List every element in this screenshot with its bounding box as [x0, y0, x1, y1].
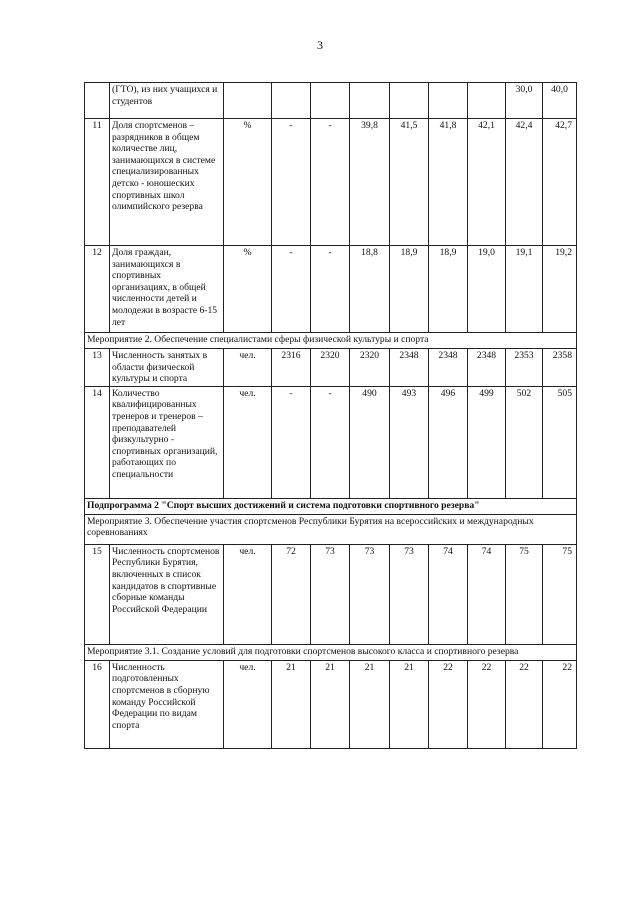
table-row: [85, 660, 577, 748]
table-row: [85, 246, 577, 333]
row-number: [85, 83, 110, 119]
row-number: 14: [85, 386, 110, 498]
indicator-name: Численность спортсменов Республики Бурятия, включенных в список кандидатов в спортивные сборные команды Российской Федерации: [110, 544, 224, 644]
indicator-name: Доля спортсменов – разрядников в общем количестве лиц, занимающихся в системе специализированных детско - юношеских спортивных школ олимпийского резерва: [110, 119, 224, 246]
value-cell: -: [311, 246, 350, 333]
value-cell: 502: [506, 386, 543, 498]
unit-cell: %: [224, 119, 272, 246]
value-cell: 21: [272, 660, 311, 748]
value-cell: 2348: [390, 349, 429, 387]
value-cell: 41,5: [390, 119, 429, 246]
unit-cell: чел.: [224, 544, 272, 644]
indicator-name: Численность подготовленных спортсменов в сборную команду Российской Федерации по видам спорта: [110, 660, 224, 748]
section-row: [85, 498, 577, 514]
value-cell: [468, 83, 506, 119]
value-cell: 75: [543, 544, 577, 644]
value-cell: 19,2: [543, 246, 577, 333]
row-number: 13: [85, 349, 110, 387]
value-cell: 2348: [429, 349, 468, 387]
value-cell: [311, 83, 350, 119]
table-row: [85, 386, 577, 498]
value-cell: 39,8: [350, 119, 390, 246]
value-cell: -: [311, 119, 350, 246]
row-number: 12: [85, 246, 110, 333]
value-cell: 40,0: [543, 83, 577, 119]
value-cell: 74: [468, 544, 506, 644]
value-cell: 18,9: [390, 246, 429, 333]
value-cell: [350, 83, 390, 119]
section-title: Мероприятие 3. Обеспечение участия спортсменов Республики Бурятия на всероссийских и международных соревнованиях: [85, 514, 577, 544]
value-cell: 496: [429, 386, 468, 498]
value-cell: 42,4: [506, 119, 543, 246]
value-cell: 2348: [468, 349, 506, 387]
unit-cell: чел.: [224, 386, 272, 498]
row-number: 11: [85, 119, 110, 246]
unit-cell: чел.: [224, 349, 272, 387]
value-cell: 18,9: [429, 246, 468, 333]
indicator-name: (ГТО), из них учащихся и студентов: [110, 83, 224, 119]
value-cell: 22: [468, 660, 506, 748]
table-row: [85, 544, 577, 644]
value-cell: [429, 83, 468, 119]
value-cell: 2316: [272, 349, 311, 387]
value-cell: 42,1: [468, 119, 506, 246]
value-cell: 21: [311, 660, 350, 748]
value-cell: 73: [311, 544, 350, 644]
value-cell: 75: [506, 544, 543, 644]
value-cell: 2320: [350, 349, 390, 387]
value-cell: 2353: [506, 349, 543, 387]
unit-cell: чел.: [224, 660, 272, 748]
value-cell: 493: [390, 386, 429, 498]
row-number: 15: [85, 544, 110, 644]
indicator-name: Количество квалифицированных тренеров и тренеров – преподавателей физкультурно - спортивных организаций, работающих по специальности: [110, 386, 224, 498]
value-cell: [272, 83, 311, 119]
value-cell: 499: [468, 386, 506, 498]
value-cell: 21: [350, 660, 390, 748]
value-cell: 19,0: [468, 246, 506, 333]
value-cell: 505: [543, 386, 577, 498]
section-row: [85, 333, 577, 349]
value-cell: 72: [272, 544, 311, 644]
value-cell: -: [272, 386, 311, 498]
value-cell: 30,0: [506, 83, 543, 119]
section-title: Мероприятие 2. Обеспечение специалистами сферы физической культуры и спорта: [85, 333, 577, 349]
value-cell: [390, 83, 429, 119]
value-cell: 22: [543, 660, 577, 748]
value-cell: -: [311, 386, 350, 498]
section-row: [85, 514, 577, 544]
value-cell: -: [272, 246, 311, 333]
table-row: [85, 349, 577, 387]
value-cell: 42,7: [543, 119, 577, 246]
value-cell: 2320: [311, 349, 350, 387]
table-row: [85, 119, 577, 246]
value-cell: 41,8: [429, 119, 468, 246]
section-row: [85, 644, 577, 660]
value-cell: 2358: [543, 349, 577, 387]
unit-cell: %: [224, 246, 272, 333]
table-row: [85, 83, 577, 119]
indicator-name: Численность занятых в области физической культуры и спорта: [110, 349, 224, 387]
section-title: Подпрограмма 2 "Спорт высших достижений и система подготовки спортивного резерва": [85, 498, 577, 514]
value-cell: 19,1: [506, 246, 543, 333]
indicator-name: Доля граждан, занимающихся в спортивных организациях, в общей численности детей и молодежи в возрасте 6-15 лет: [110, 246, 224, 333]
row-number: 16: [85, 660, 110, 748]
value-cell: 22: [506, 660, 543, 748]
value-cell: 490: [350, 386, 390, 498]
value-cell: 22: [429, 660, 468, 748]
value-cell: 73: [350, 544, 390, 644]
value-cell: 73: [390, 544, 429, 644]
section-title: Мероприятие 3.1. Создание условий для подготовки спортсменов высокого класса и спортивного резерва: [85, 644, 577, 660]
value-cell: 18,8: [350, 246, 390, 333]
page-number: 3: [317, 38, 323, 52]
indicator-table: [84, 82, 577, 749]
unit-cell: [224, 83, 272, 119]
value-cell: -: [272, 119, 311, 246]
value-cell: 74: [429, 544, 468, 644]
value-cell: 21: [390, 660, 429, 748]
